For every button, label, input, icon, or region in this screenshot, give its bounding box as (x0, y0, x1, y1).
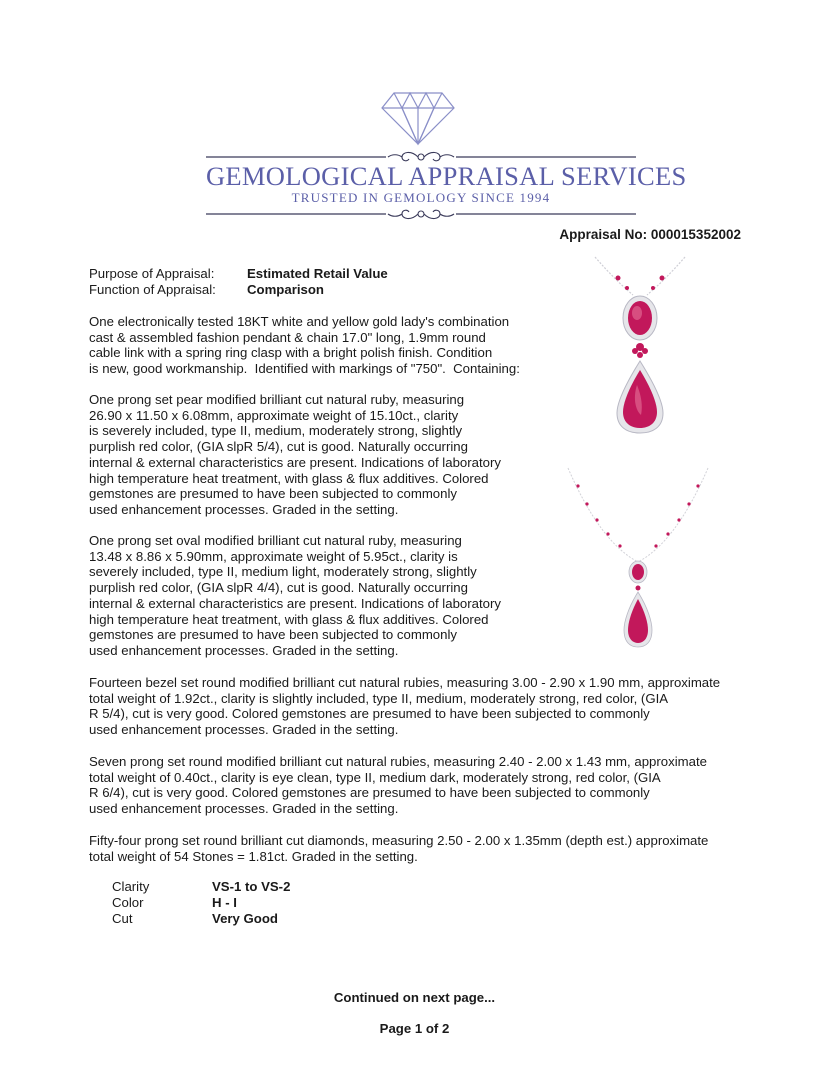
cut-value: Very Good (212, 911, 278, 926)
clarity-value: VS-1 to VS-2 (212, 879, 291, 894)
company-name: GEMOLOGICAL APPRAISAL SERVICES (206, 161, 687, 191)
company-tagline: TRUSTED IN GEMOLOGY SINCE 1994 (291, 190, 551, 205)
color-value: H - I (212, 895, 237, 910)
scroll-ornament-icon (388, 210, 454, 218)
pear-ruby-paragraph: One prong set pear modified brilliant cut natural ruby, measuring 26.90 x 11.50 x 6.08mm, approximate weight of 15.10ct., clarity is severely included, type II, medium, moderately strong, slightly purplish red color, (GIA slpR 5/4), cut is good. Naturally occurring internal & external characteristics are present. Indications of laboratory high temperature heat treatment, with glass & flux additives. Colored gemstones are presumed to have been subjected to commonly used enhancement processes. Graded in the setting. (89, 392, 501, 517)
continued-notice: Continued on next page... (333, 990, 496, 1005)
diamonds-paragraph: Fifty-four prong set round brilliant cut diamonds, measuring 2.50 - 2.00 x 1.35mm (depth est.) approximate total weight of 54 Stones = 1.81ct. Graded in the setting. (89, 833, 709, 864)
color-label: Color (112, 895, 144, 910)
clarity-label: Clarity (112, 879, 150, 894)
oval-ruby-paragraph: One prong set oval modified brilliant cut natural ruby, measuring 13.48 x 8.86 x 5.90mm, approximate weight of 5.95ct., clarity is severely included, type II, medium light, moderately strong, slightly purplish red color, (GIA slpR 4/4), cut is good. Naturally occurring internal & external characteristics are present. Indications of laboratory high temperature heat treatment, with glass & flux additives. Colored gemstones are presumed to have been subjected to commonly used enhancement processes. Graded in the setting. (89, 533, 501, 658)
header-ornament-rule-bottom (206, 206, 636, 222)
scroll-ornament-icon (388, 152, 454, 160)
purpose-label: Purpose of Appraisal: (89, 266, 215, 281)
function-label: Function of Appraisal: (89, 282, 216, 297)
appraisal-number: Appraisal No: 000015352002 (559, 227, 741, 242)
cut-label: Cut (112, 911, 133, 926)
item-description-paragraph: One electronically tested 18KT white and yellow gold lady's combination cast & assembled fashion pendant & chain 17.0" long, 1.9mm round cable link with a spring ring clasp with a bright polish finish. Condition is new, good workmanship. Identified with markings of "750". Containing: (89, 314, 520, 377)
prong-rubies-paragraph: Seven prong set round modified brilliant cut natural rubies, measuring 2.40 - 2.00 x 1.43 mm, approximate total weight of 0.40ct., clarity is eye clean, type II, medium dark, moderately strong, red color, (GIA R 6/4), cut is very good. Colored gemstones are presumed to have been subjected to commonly used enhancement processes. Graded in the setting. (89, 754, 707, 817)
page-number: Page 1 of 2 (379, 1021, 450, 1036)
function-value: Comparison (247, 282, 324, 297)
full-necklace-photo (560, 462, 715, 672)
bezel-rubies-paragraph: Fourteen bezel set round modified brilliant cut natural rubies, measuring 3.00 - 2.90 x 1.90 mm, approximate total weight of 1.92ct., clarity is slightly included, type II, medium, moderately strong, red color, (GIA R 5/4), cut is very good. Colored gemstones are presumed to have been subjected to commonly used enhancement processes. Graded in the setting. (89, 675, 721, 738)
logo-diamond-icon (380, 90, 456, 146)
pendant-closeup-photo (575, 255, 705, 435)
purpose-value: Estimated Retail Value (247, 266, 388, 281)
